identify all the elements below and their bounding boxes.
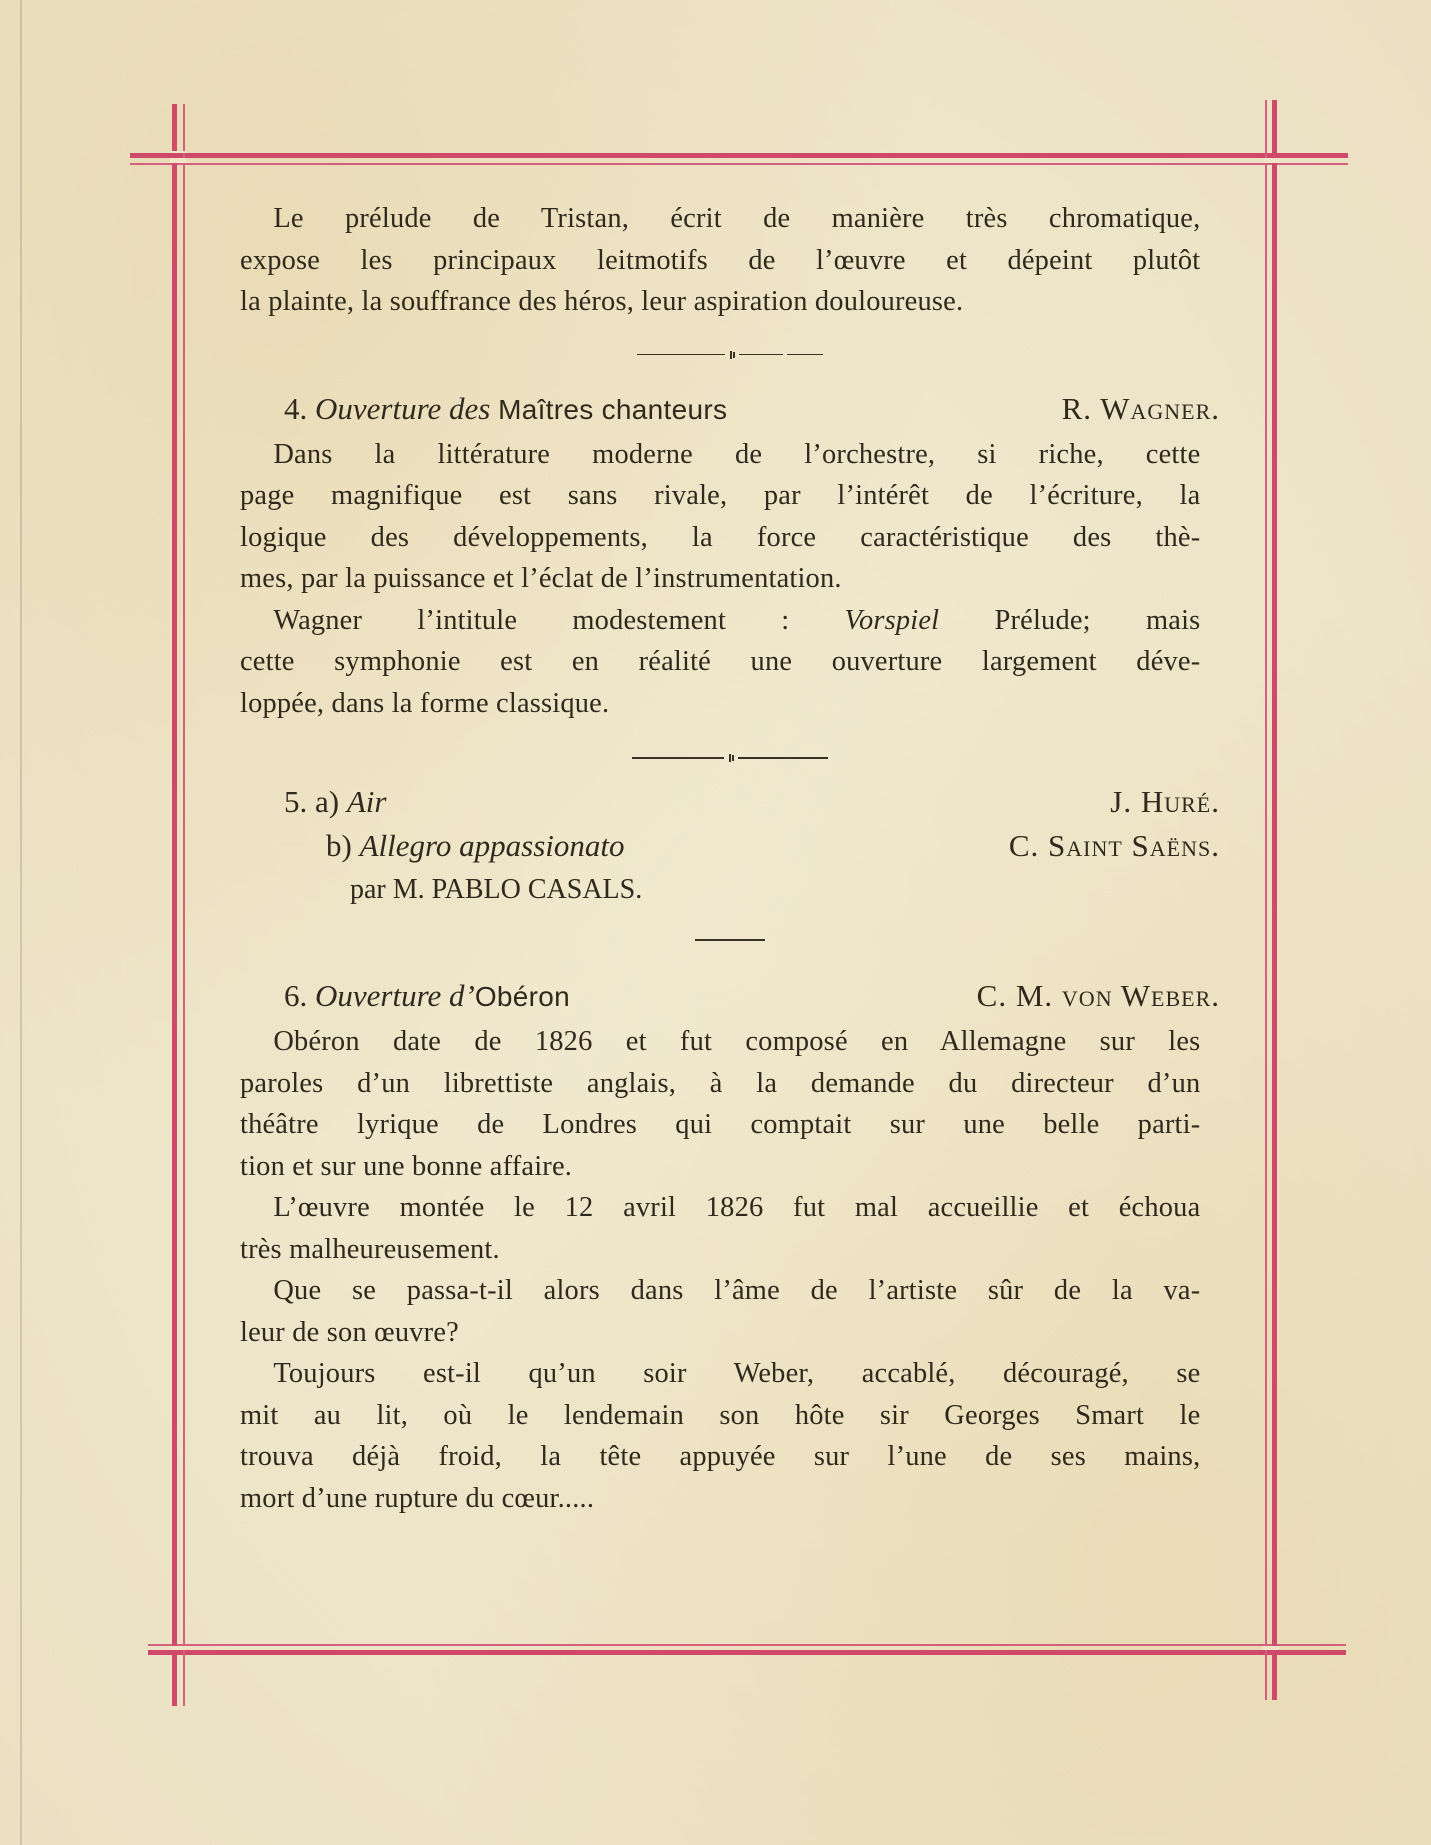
ornamental-divider (240, 349, 1220, 361)
text-line: Le prélude de Tristan, écrit de manière très chromatique, (273, 202, 1201, 234)
text-line: L’œuvre montée le 12 avril 1826 fut mal accueillie et échoua (273, 1191, 1201, 1223)
text-line: leur de son œuvre? (240, 1315, 459, 1348)
text-line: paroles d’un librettiste anglais, à la demande du directeur d’un (240, 1066, 1201, 1099)
performer-credit: par M. PABLO CASALS. (350, 874, 643, 905)
oberon-paragraph-3 (240, 1270, 1200, 1353)
item-number: 6. (284, 978, 308, 1013)
meistersinger-paragraph-2 (240, 600, 1200, 725)
paper-fold-edge (20, 0, 22, 1845)
oberon-paragraph-2 (240, 1187, 1200, 1270)
sub-label: b) (326, 828, 352, 863)
text-line: expose les principaux leitmotifs de l’œuvre et dépeint plutôt (240, 243, 1201, 276)
vorspiel-italic: Vorspiel (844, 603, 940, 636)
text-line: cette symphonie est en réalité une ouverture largement déve- (240, 645, 1201, 677)
text-line: Obéron date de 1826 et fut composé en Allemagne sur les (273, 1025, 1201, 1057)
text-line: mit au lit, où le lendemain son hôte sir Georges Smart le (240, 1398, 1201, 1431)
text-line: la plainte, la souffrance des héros, leur aspiration douloureuse. (240, 285, 964, 317)
item-5 (240, 780, 1220, 912)
text-line: Wagner l’intitule modestement : Vorspiel Prélude; mais (273, 603, 1201, 636)
frame-cross-gap (1263, 158, 1279, 163)
work-title: Air (346, 784, 387, 819)
text-line: Que se passa-t-il alors dans l’âme de l’artiste sûr de la va- (273, 1274, 1201, 1306)
frame-right-thick-rule (1272, 100, 1277, 1700)
oberon-paragraph-1 (240, 1021, 1200, 1187)
divider-ornament-icon (727, 351, 737, 359)
frame-left-thick-rule (172, 104, 177, 1706)
text-line: très malheureusement. (240, 1232, 500, 1265)
frame-right-thin-rule (1265, 100, 1267, 1700)
composer-name: C. Saint Saëns. (1008, 828, 1220, 863)
text-line: mort d’une rupture du cœur..... (240, 1481, 595, 1514)
text-line: mes, par la puissance et l’éclat de l’instrumentation. (240, 562, 842, 594)
divider-ornament-icon (726, 754, 736, 762)
text-line: Dans la littérature moderne de l’orchestre, si riche, cette (273, 437, 1201, 470)
frame-cross-gap (170, 1646, 186, 1650)
frame-left-thin-rule (183, 104, 185, 1706)
text-line: Toujours est-il qu’un soir Weber, accablé, découragé, se (273, 1357, 1201, 1389)
work-title: Obéron (474, 981, 571, 1012)
frame-top-thin-rule (130, 163, 1348, 165)
work-title: Allegro appassionato (359, 828, 625, 863)
sub-label: a) (315, 784, 340, 819)
frame-top-thick-rule (130, 153, 1348, 158)
work-title-italic: Ouverture des (315, 390, 491, 426)
frame-bottom-thick-rule (148, 1650, 1346, 1655)
frame-cross-gap (170, 158, 186, 163)
meistersinger-paragraph-1 (240, 434, 1200, 600)
work-title: Maîtres chanteurs (498, 393, 728, 425)
text-line: théâtre lyrique de Londres qui comptait sur une belle parti- (240, 1108, 1201, 1140)
oberon-paragraph-4 (240, 1353, 1200, 1519)
plain-divider (240, 934, 1220, 946)
item-4-heading (240, 387, 1220, 432)
text-line: logique des développements, la force caractéristique des thè- (240, 520, 1201, 553)
frame-cross-gap (1263, 1646, 1279, 1650)
item-6-heading (240, 974, 1220, 1019)
frame-bottom-thin-rule (148, 1644, 1346, 1646)
ornamental-divider (240, 752, 1220, 764)
item-number: 4. (284, 390, 308, 426)
composer-name: C. M. von Weber. (976, 978, 1220, 1013)
work-title-italic: Ouverture d’ (315, 978, 475, 1013)
composer-name: J. Huré. (1110, 784, 1220, 819)
tristan-prelude-paragraph (240, 198, 1200, 323)
composer-name: R. Wagner. (1061, 390, 1220, 426)
frame-cross-gap (170, 151, 186, 153)
text-line: trouva déjà froid, la tête appuyée sur l’une de ses mains, (240, 1440, 1201, 1472)
text-line: tion et sur une bonne affaire. (240, 1149, 573, 1182)
text-line: page magnifique est sans rivale, par l’intérêt de l’écriture, la (240, 479, 1201, 511)
text-line: loppée, dans la forme classique. (240, 686, 610, 719)
item-number: 5. (284, 784, 308, 819)
program-notes (240, 198, 1220, 1519)
